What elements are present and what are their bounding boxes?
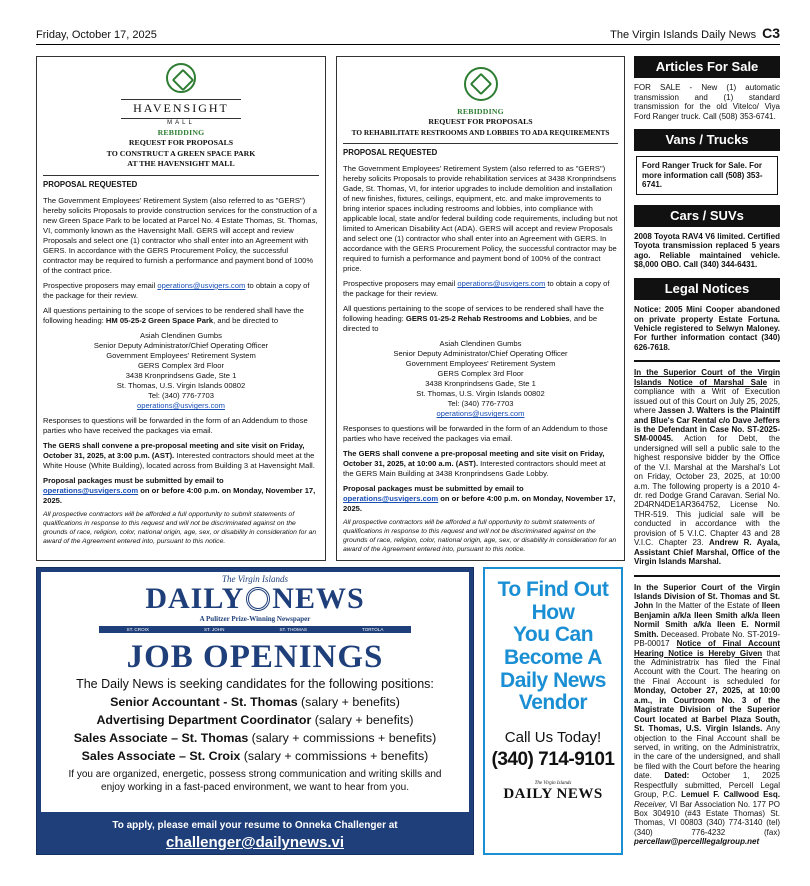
rfp-paragraph-5: The GERS shall convene a pre-proposal meeting and site visit on Friday, October 31, 2025, at 10:00 a.m. (AST). Interested contractors should meet at the GERS Main Building at 3438 Kronprindsens Gade Lobby. [343,449,606,479]
job-position-2: Advertising Department Coordinator (salary + benefits) [96,713,414,728]
job-position-1: Senior Accountant - St. Thomas (salary + benefits) [110,695,400,710]
page-date: Friday, October 17, 2025 [36,29,157,41]
rfp-paragraph-6: Proposal packages must be submitted by email to operations@usvigers.com on or before 4:00 p.m. on Monday, November 17, 2025. [43,476,316,506]
vendor-phone: (340) 714-9101 [491,749,615,771]
classified-ad-transmission: FOR SALE - New (1) automatic transmission and (1) standard transmission for the old Vitelco/ Viya Ford Ranger truck. Call (508) 353-6741. [634,83,780,121]
submit-email-link[interactable]: operations@usvigers.com [343,494,439,504]
rebidding-label: REBIDDING [157,127,205,137]
restroom-rfp-ad [336,56,625,561]
rfp-paragraph-4: Responses to questions will be forwarded in the form of an Addendum to those parties who have received the packages via email. [43,416,308,436]
gers-seal-icon [166,63,196,93]
dn-seal-icon [246,587,270,611]
divider [634,360,780,362]
dn-logo-vi: The Virgin Islands [221,574,288,584]
gers-logo-2 [343,67,618,104]
rfp-paragraph-2: Prospective proposers may email operations@usvigers.com to obtain a copy of the package for their review. [43,280,310,300]
rfp-paragraph-1: The Government Employees' Retirement System (also referred to as "GERS") hereby solicits Proposals to provide construction services for the construction of a new Green Space Park to be located at Parcel No. 4 Estate Thomas, St. Thomas, VI, commonly known as the Havensight Mall. GERS will accept and review Proposals and select one (1) contractor who shall enter into an Agreement with GERS. In accordance with the GERS Procurement Policy, the successful contractor may be required to furnish a performance and payment bond of 100% of the contract price. [43,195,318,275]
vans-trucks-heading: Vans / Trucks [634,129,780,151]
job-apply-email-link[interactable]: challenger@dailynews.vi [165,834,345,851]
dn-island-bar: ST. CROIX ST. JOHN ST. THOMAS TORTOLA [99,626,411,633]
classified-ad-ford-ranger: Ford Ranger Truck for Sale. For more information call (508) 353-6741. [636,156,778,194]
havensight-logo-sub: MALL [167,119,195,126]
job-position-3: Sales Associate – St. Thomas (salary + commissions + benefits) [73,731,437,746]
rfp-paragraph-2: Prospective proposers may email operations@usvigers.com to obtain a copy of the package for their review. [343,279,610,299]
rebidding-label: REBIDDING [457,107,504,117]
rfp-title-1: REQUEST FOR PROPOSALS [128,138,234,148]
rfp-paragraph-3: All questions pertaining to the scope of services to be rendered shall have the following heading: GERS 01-25-2 Rehab Restrooms and Lobbies, and be directed to [343,304,604,334]
divider [634,575,780,577]
rfp-paragraph-4: Responses to questions will be forwarded in the form of an Addendum to those parties who have received the packages via email. [343,424,608,444]
havensight-logo: HAVENSIGHT [121,99,241,119]
dn-tagline: A Pulitzer Prize-Winning Newspaper [199,615,311,624]
articles-for-sale-heading: Articles For Sale [634,56,780,78]
legal-notice-marshal-sale: In the Superior Court of the Virgin Islands Notice of Marshal Sale in compliance with a Writ of Execution issued out of this Court on July 25, 2025, where Jassen J. Walters is the Plaintiff and Blue's Car Rental c/o Dave Jeffers is the Defendant in Case No. ST-2025-SM-00045. Action for Debt, the undersigned will sell a public sale to the highest responsive bidder by the Office of the V.I. Marshal at the Marshal's Lot on Friday, October 23, 2025, at 10:00 a.m. The following property is a 2010 4-dr. red Dodge Grand Caravan. Serial No. 2D4RN4DE1AR364752, License No. THR-519. This judicial sale will be conducted in accordance with the provision of 5 V.I.C. Chapter 43 and 28 V.I.C. Chapter 23. Andrew R. Ayala, Assistant Chief Marshal, Office of the Virgin Islands Marshal. [634,368,780,567]
daily-news-logo: DAILY NEWS [145,582,365,615]
contact-block: Asiah Clendinen Gumbs Senior Deputy Administrator/Chief Operating Officer Government Employees' Retirement System GERS Complex 3rd Floor 3438 Kronprindsens Gade, Ste 1 St. Thomas, U.S. Virgin Islands 00802 Tel: (340) 776-7703 operations@usvigers.com [43,331,319,411]
classifieds-column [634,56,780,886]
job-note: If you are organized, energetic, possess strong communication and writing skills and enjoy working in a fast-paced environment, we want to hear from you. [68,769,442,793]
page-masthead: The Virgin Islands Daily News C3 [610,25,780,41]
rfp-disclaimer: All prospective contractors will be afforded a full opportunity to submit statements of qualifications in response to this request and will not be discriminated against on the grounds of race, religion, color, national origin, age, sex, or disability in consideration for an award of the Agreement entered into, pursuant to this notice. [43,511,317,546]
job-openings-headline: JOB OPENINGS [126,639,384,676]
email-link[interactable]: operations@usvigers.com [457,279,546,289]
email-link[interactable]: operations@usvigers.com [157,280,246,290]
vendor-headline: To Find Out How You Can Become A Daily News Vendor [497,578,609,715]
rfp-paragraph-6: Proposal packages must be submitted by email to operations@usvigers.com on or before 4:00 p.m. on Monday, November 17, 2025. [343,484,616,514]
rfp-title-1: REQUEST FOR PROPOSALS [428,117,533,127]
gers-seal-icon [464,67,498,101]
havensight-rfp-ad [36,56,326,561]
rfp-title-2: TO REHABILITATE RESTROOMS AND LOBBIES TO ADA REQUIREMENTS [351,127,610,137]
contact-block: Asiah Clendinen Gumbs Senior Deputy Administrator/Chief Operating Officer Government Employees' Retirement System GERS Complex 3rd Floor 3438 Kronprindsens Gade, Ste 1 St. Thomas, U.S. Virgin Islands 00802 Tel: (340) 776-7703 operations@usvigers.com [343,339,618,419]
vendor-daily-news-logo: DAILY NEWS [503,786,603,803]
rfp-disclaimer: All prospective contractors will be afforded a full opportunity to submit statements of qualifications in response to this request and will not be discriminated against on the grounds of race, religion, color, national origin, age, sex, or disability in consideration for an award of the Agreement entered into, pursuant to this notice. [343,519,617,554]
proposal-requested-heading: PROPOSAL REQUESTED [343,143,618,158]
rfp-title-3: AT THE HAVENSIGHT MALL [127,159,235,169]
rfp-paragraph-5: The GERS shall convene a pre-proposal meeting and site visit on Friday, October 31, 2025, at 3:00 p.m. (AST). Interested contractors should meet at the White House (White Building), located across from Building 3 at Havensight Mall. [43,441,315,471]
vendor-ad [483,567,623,855]
legal-notice-estate: In the Superior Court of the Virgin Islands Division of St. Thomas and St. John In the Matter of the Estate of Ileen Benjamin a/k/a Ileen Smith a/k/a Ileen Normil Smith a/k/a Ileen E. Normil Smith. Deceased. Probate No. ST-2019-PB-00017 Notice of Final Account Hearing Notice is Hereby Given that the Administratrix has filed the Final Account with the Court. The hearing on the Final Account is scheduled for Monday, October 27, 2025, at 10:00 a.m., in Courtroom No. 3 of the Magistrate Division of the Superior Court located at Barbel Plaza South, St. Thomas, U.S. Virgin Islands. Any objection to the Final Account shall be served, in writing, on the Administratrix, in the care of the undersigned, and shall be filed with the Court before the hearing date. Dated: October 1, 2025 Respectfully submitted, Percell Legal Group, P.C. Lemuel F. Callwood Esq. Receiver, VI Bar Association No. 177 PO Box 304910 (#43 Estate Thomas) St. Thomas, VI 00803 (340) 774-3140 (tel) (340) 776-4232 (fax) percellaw@percelllegalgroup.net [634,582,780,847]
rfp-paragraph-3: All questions pertaining to the scope of services to be rendered shall have the following heading: HM 05-25-2 Green Space Park, and be directed to [43,306,304,326]
job-intro: The Daily News is seeking candidates for the following positions: [76,677,434,692]
job-apply-text: To apply, please email your resume to Onneka Challenger at [112,820,398,831]
page-header [36,25,780,45]
contact-email-link[interactable]: operations@usvigers.com [436,409,525,419]
gers-logo [43,63,319,96]
job-ad-body [41,572,469,812]
rfp-paragraph-1: The Government Employees' Retirement System (also referred to as "GERS") hereby solicits Proposals to provide rehabilitation services at 3438 Kronprindsens Gade, St. Thomas, VI, for interior upgrades to include demolition and installation of new finishes, fixtures, ceilings, equipment, etc. and make improvements to bring interior spaces including restrooms and lobbies, into compliance with applicable local, state and/or federal building code requirements, including but not limited to American Disability Act (ADA). GERS will accept and review Proposals and select one (1) contractor who shall enter into an Agreement with GERS. In accordance with the GERS Procurement Policy, the successful contractor may be required to furnish a performance and payment bond of 100% of the contract price. [343,163,618,274]
page-number: C3 [762,25,780,41]
contact-email-link[interactable]: operations@usvigers.com [137,401,225,411]
legal-notices-heading: Legal Notices [634,278,780,300]
job-position-4: Sales Associate – St. Croix (salary + commissions + benefits) [81,749,429,764]
proposal-requested-heading: PROPOSAL REQUESTED [43,175,319,190]
vendor-logo-vi: The Virgin Islands [534,781,572,787]
rfp-title-2: TO CONSTRUCT A GREEN SPACE PARK [106,148,256,158]
job-openings-ad [36,567,474,855]
legal-notice-mini-cooper: Notice: 2005 Mini Cooper abandoned on private property Estate Fortuna. Vehicle registered to Selwyn Maloney. For further information contact (340) 626-7618. [634,305,780,352]
classified-ad-rav4: 2008 Toyota RAV4 V6 limited. Certified Toyota transmission replaced 5 years ago. Reliable maintained vehicle. $8,000 OBO. Call (340) 344-6431. [634,232,780,270]
vendor-call-text: Call Us Today! [504,729,602,747]
cars-suvs-heading: Cars / SUVs [634,205,780,227]
submit-email-link[interactable]: operations@usvigers.com [43,486,139,496]
